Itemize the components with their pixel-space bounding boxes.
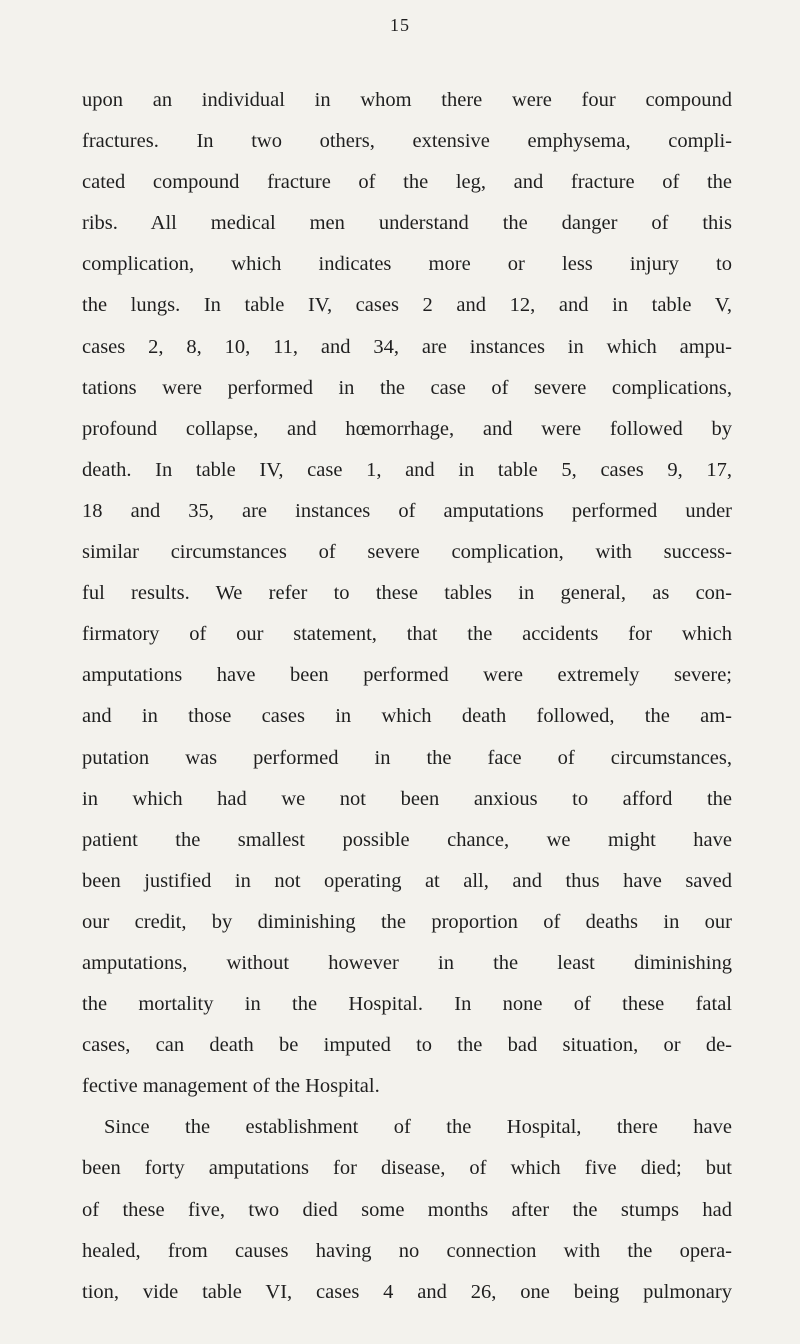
text-line: profound collapse, and hœmorrhage, and were followed by [82, 417, 732, 440]
body-text [82, 80, 732, 1313]
text-line: Since the establishment of the Hospital, there have [104, 1116, 732, 1139]
text-line: cated compound fracture of the leg, and fracture of the [82, 171, 732, 194]
text-line: firmatory of our statement, that the accidents for which [82, 623, 732, 646]
text-line: our credit, by diminishing the proportion of deaths in our [82, 910, 732, 933]
text-line: cases, can death be imputed to the bad situation, or de- [82, 1034, 732, 1057]
text-line: fective management of the Hospital. [82, 1075, 380, 1098]
text-line: amputations have been performed were extremely severe; [82, 664, 732, 687]
text-line: in which had we not been anxious to afford the [82, 787, 732, 810]
text-line: been justified in not operating at all, and thus have saved [82, 869, 732, 892]
text-line: been forty amputations for disease, of which five died; but [82, 1157, 732, 1180]
text-line: of these five, two died some months after the stumps had [82, 1198, 732, 1221]
text-line: ribs. All medical men understand the danger of this [82, 212, 732, 235]
text-line: similar circumstances of severe complication, with success- [82, 541, 732, 564]
text-line: 18 and 35, are instances of amputations performed under [82, 499, 732, 522]
text-line: cases 2, 8, 10, 11, and 34, are instances in which ampu- [82, 335, 732, 358]
text-line: and in those cases in which death followed, the am- [82, 705, 732, 728]
text-line: patient the smallest possible chance, we might have [82, 828, 732, 851]
text-line: tion, vide table VI, cases 4 and 26, one being pulmonary [82, 1280, 732, 1303]
text-line: the lungs. In table IV, cases 2 and 12, and in table V, [82, 294, 732, 317]
text-line: tations were performed in the case of severe complications, [82, 376, 732, 399]
text-line: putation was performed in the face of circumstances, [82, 746, 732, 769]
text-line: amputations, without however in the least diminishing [82, 951, 732, 974]
text-line: upon an individual in whom there were four compound [82, 89, 732, 111]
text-line: ful results. We refer to these tables in general, as con- [82, 582, 732, 605]
text-line: the mortality in the Hospital. In none of these fatal [82, 993, 732, 1016]
text-line: death. In table IV, case 1, and in table 5, cases 9, 17, [82, 458, 732, 481]
text-line: healed, from causes having no connection with the opera- [82, 1239, 732, 1262]
text-line: complication, which indicates more or less injury to [82, 253, 732, 276]
page-number: 15 [390, 15, 410, 35]
text-line: fractures. In two others, extensive emphysema, compli- [82, 130, 732, 153]
